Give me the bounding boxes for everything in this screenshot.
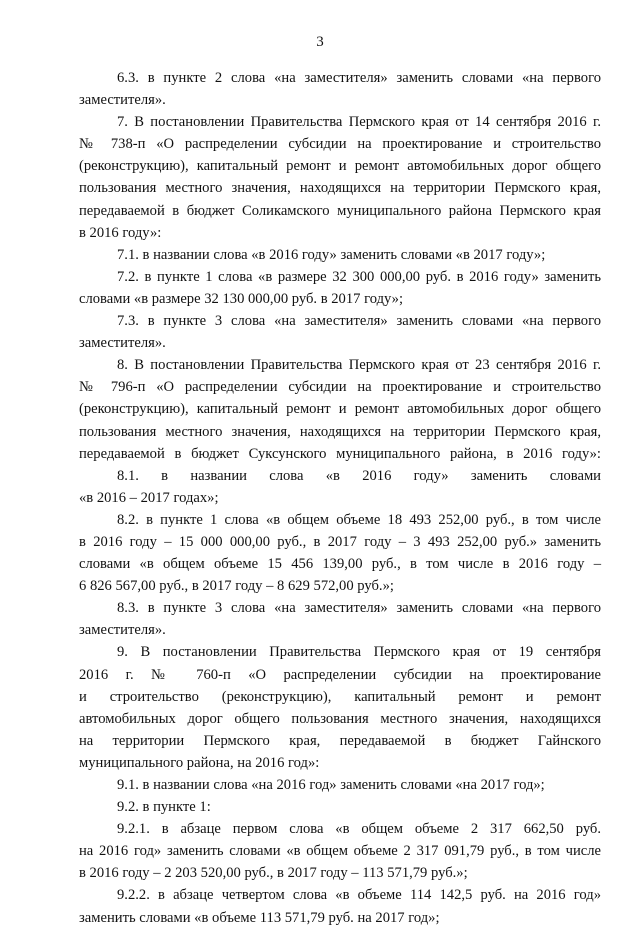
text-line: в 2016 году – 15 000 000,00 руб., в 2017 году – 3 493 252,00 руб.» заменить [79, 533, 601, 550]
text-line: 9. В постановлении Правительства Пермского края от 19 сентября [117, 644, 601, 661]
text-line: № 796-п «О распределении субсидии на проектирование и строительство [79, 379, 601, 396]
text-line: заместителя». [79, 335, 166, 352]
text-line: 7.1. в названии слова «в 2016 году» заменить словами «в 2017 году»; [117, 246, 546, 263]
text-line: (реконструкцию), капитальный ремонт и ремонт автомобильных дорог общего [79, 401, 601, 418]
text-line: на 2016 год» заменить словами «в общем объеме 2 317 091,79 руб., в том числе [79, 843, 601, 860]
page-number: 3 [316, 34, 324, 50]
text-line: заменить словами «в объеме 113 571,79 руб. на 2017 год»; [79, 909, 440, 926]
text-line: 9.1. в названии слова «на 2016 год» заменить словами «на 2017 год»; [117, 777, 545, 793]
text-line: 7.2. в пункте 1 слова «в размере 32 300 000,00 руб. в 2016 году» заменить [117, 268, 601, 285]
text-line: 9.2. в пункте 1: [117, 799, 211, 816]
text-line: 8.1. в названии слова «в 2016 году» заменить словами [117, 467, 601, 484]
document-body [79, 67, 601, 929]
text-line: 7.3. в пункте 3 слова «на заместителя» заменить словами «на первого [117, 313, 601, 330]
text-line: на территории Пермского края, передаваемой в бюджет Гайнского [79, 732, 601, 749]
text-line: в 2016 году – 2 203 520,00 руб., в 2017 году – 113 571,79 руб.»; [79, 865, 468, 882]
text-line: № 738-п «О распределении субсидии на проектирование и строительство [79, 136, 601, 153]
text-line: 6 826 567,00 руб., в 2017 году – 8 629 572,00 руб.»; [79, 578, 394, 595]
text-line: и строительство (реконструкцию), капитальный ремонт и ремонт [79, 688, 601, 705]
text-line: пользования местного значения, находящихся на территории Пермского края, [79, 423, 601, 440]
text-line: 9.2.1. в абзаце первом слова «в общем объеме 2 317 662,50 руб. [117, 821, 601, 838]
text-line: 9.2.2. в абзаце четвертом слова «в объеме 114 142,5 руб. на 2016 год» [117, 887, 601, 904]
text-line: 8.3. в пункте 3 слова «на заместителя» заменить словами «на первого [117, 600, 601, 617]
text-line: 8. В постановлении Правительства Пермского края от 23 сентября 2016 г. [117, 357, 601, 374]
text-line: словами «в размере 32 130 000,00 руб. в 2017 году»; [79, 290, 404, 307]
text-line: передаваемой в бюджет Соликамского муниципального района Пермского края [79, 202, 601, 219]
text-line: пользования местного значения, находящихся на территории Пермского края, [79, 180, 601, 197]
text-line: 6.3. в пункте 2 слова «на заместителя» заменить словами «на первого [117, 70, 601, 86]
text-line: 7. В постановлении Правительства Пермского края от 14 сентября 2016 г. [117, 114, 601, 131]
text-line: «в 2016 – 2017 годах»; [79, 489, 219, 506]
text-line: (реконструкцию), капитальный ремонт и ремонт автомобильных дорог общего [79, 158, 601, 175]
text-line: словами «в общем объеме 15 456 139,00 руб., в том числе в 2016 году – [79, 556, 601, 573]
text-line: автомобильных дорог общего пользования местного значения, находящихся [79, 710, 601, 727]
text-line: 8.2. в пункте 1 слова «в общем объеме 18 493 252,00 руб., в том числе [117, 511, 601, 528]
text-line: заместителя». [79, 622, 166, 639]
text-line: муниципального района, на 2016 год»: [79, 754, 320, 771]
text-line: 2016 г. № 760-п «О распределении субсидии на проектирование [79, 666, 601, 683]
text-line: заместителя». [79, 92, 166, 109]
text-line: передаваемой в бюджет Суксунского муниципального района, в 2016 году»: [79, 445, 601, 462]
text-line: в 2016 году»: [79, 224, 162, 241]
